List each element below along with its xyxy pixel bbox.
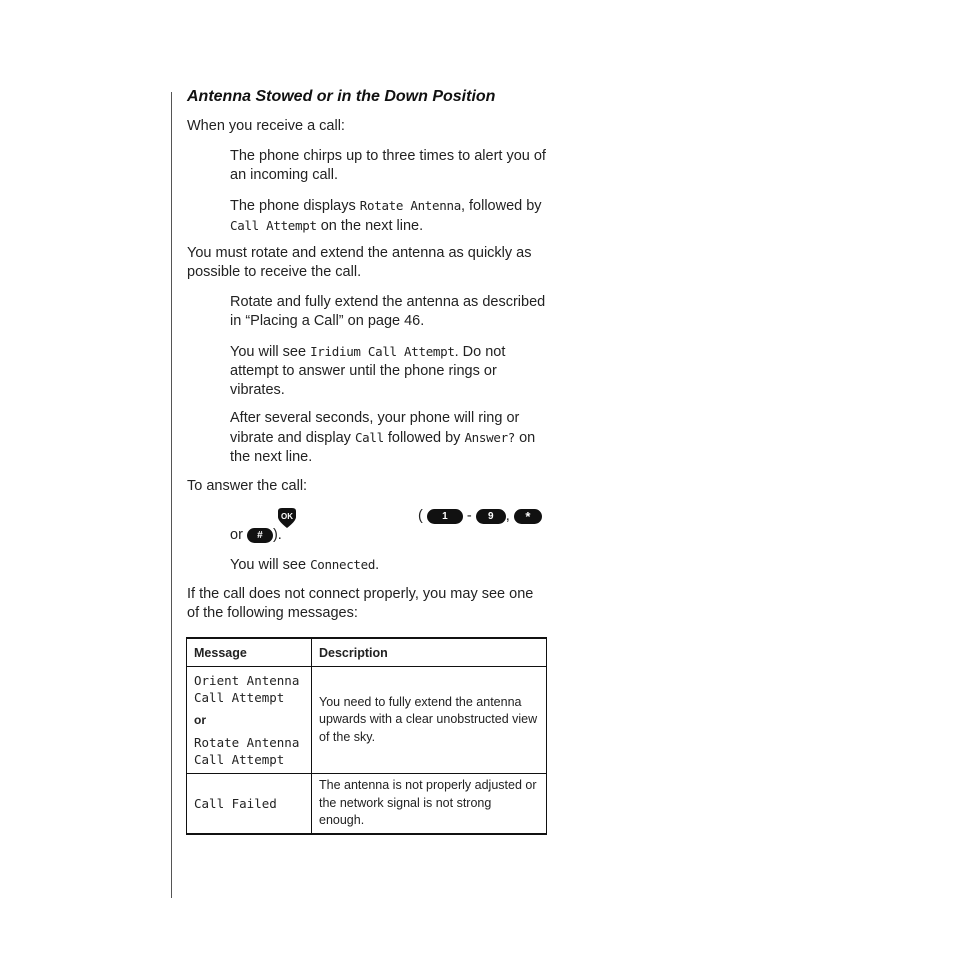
- svg-text:OK: OK: [281, 512, 293, 521]
- lcd-text: Iridium Call Attempt: [310, 344, 455, 359]
- key-9-icon: 9: [476, 509, 506, 524]
- lcd-text: Orient Antenna: [194, 673, 300, 689]
- lcd-text: Connected: [310, 557, 376, 572]
- paragraph-chirps: The phone chirps up to three times to alert you of an incoming call.: [230, 148, 546, 183]
- message-cell: [187, 667, 312, 774]
- lcd-text: Rotate Antenna: [194, 734, 300, 750]
- table-row: [187, 774, 547, 834]
- messages-table: [186, 637, 547, 835]
- description-cell: The antenna is not properly adjusted or the network signal is not strong enough.: [312, 774, 547, 834]
- paragraph-to-answer: To answer the call:: [187, 478, 308, 494]
- paragraph-see-attempt: You will see Iridium Call Attempt. Do not attempt to answer until the phone rings or vibrates.: [230, 344, 506, 398]
- lcd-text: Call: [354, 430, 384, 445]
- lcd-text: Rotate Antenna: [359, 198, 461, 213]
- lcd-text: Call Attempt: [194, 751, 285, 767]
- lcd-text: Call Failed: [194, 795, 277, 811]
- paragraph-see-connected: You will see Connected.: [230, 557, 380, 573]
- header-description: Description: [312, 638, 547, 667]
- paragraph-rotate-extend: Rotate and fully extend the antenna as described in “Placing a Call” on page 46.: [230, 294, 546, 329]
- margin-rule: [171, 92, 172, 898]
- key-alternative: or # ).: [230, 527, 282, 543]
- paragraph-if-not-connect: If the call does not connect properly, you may see one of the following messages:: [187, 586, 534, 621]
- or-label: or: [194, 713, 206, 728]
- lcd-text: Answer?: [464, 430, 516, 445]
- description-cell: You need to fully extend the antenna upwards with a clear unobstructed view of the sky.: [312, 667, 547, 774]
- key-range: ( 1 - 9 , *: [418, 507, 542, 526]
- lcd-text: Call Attempt: [194, 690, 285, 706]
- section-heading: Antenna Stowed or in the Down Position: [187, 88, 496, 105]
- paragraph-several-seconds: After several seconds, your phone will ring or vibrate and display Call followed by Answer? on the next line.: [230, 410, 536, 465]
- key-star-icon: *: [514, 509, 542, 524]
- paragraph-displays: The phone displays Rotate Antenna, followed by Call Attempt on the next line.: [230, 198, 542, 234]
- table-header-row: [187, 638, 547, 667]
- header-message: Message: [187, 638, 312, 667]
- message-cell: [187, 774, 312, 834]
- key-hash-icon: #: [247, 528, 273, 543]
- lcd-text: Call Attempt: [230, 218, 317, 233]
- key-1-icon: 1: [427, 509, 463, 524]
- paragraph-must-rotate: You must rotate and extend the antenna as quickly as possible to receive the call.: [187, 245, 532, 280]
- table-row: [187, 667, 547, 774]
- paragraph-receive: When you receive a call:: [187, 118, 345, 134]
